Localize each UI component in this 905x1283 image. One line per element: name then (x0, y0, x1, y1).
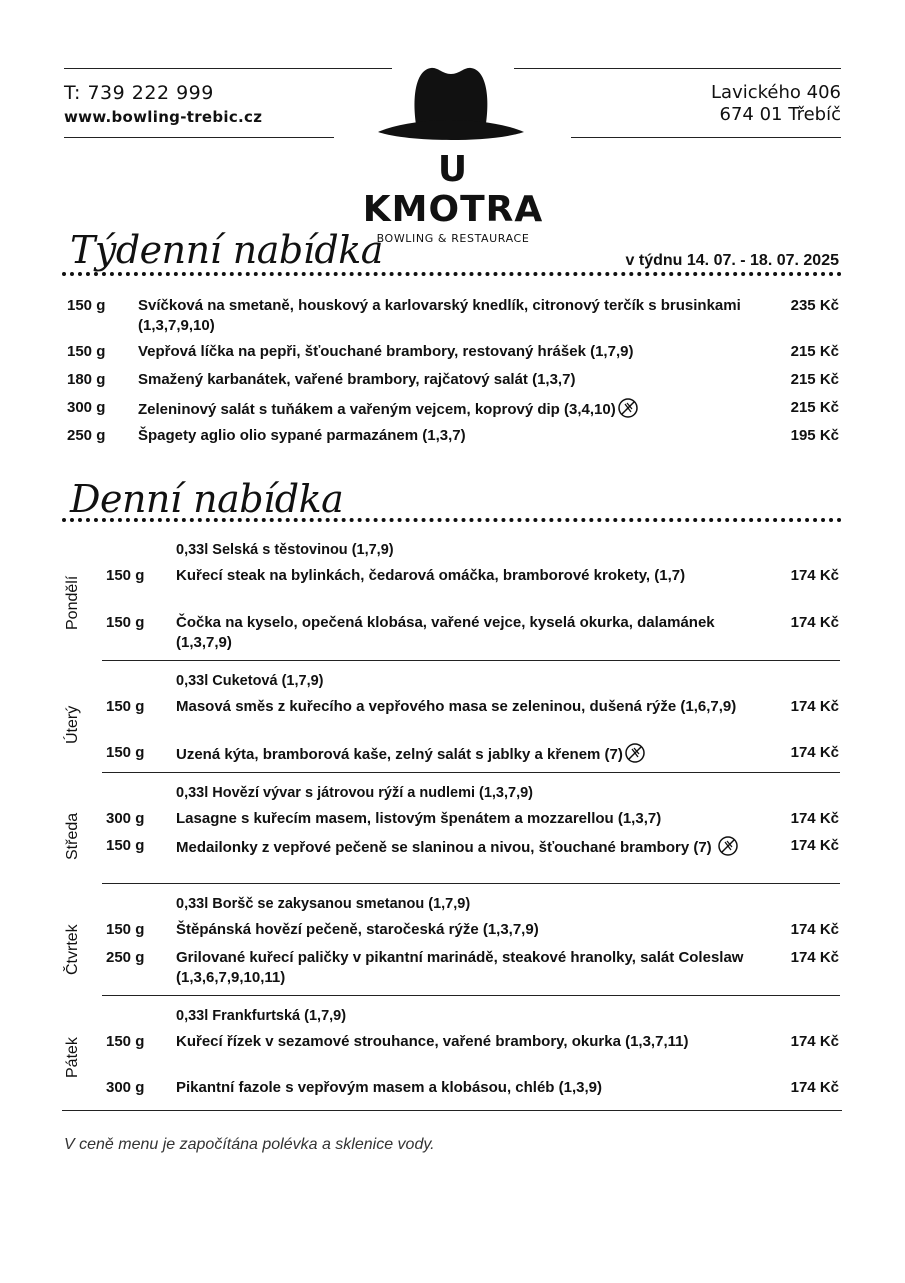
daily-dish: Štěpánská hovězí pečeně, staročeská rýže (1,3,7,9) (176, 921, 539, 938)
day-label: Pátek (64, 1037, 81, 1078)
daily-weight: 150 g (106, 1033, 145, 1050)
daily-dish: Masová směs z kuřecího a vepřového masa se zeleninou, dušená rýže (1,6,7,9) (176, 698, 737, 715)
daily-price: 174 Kč (790, 1033, 839, 1050)
daily-dish: Lasagne s kuřecím masem, listovým špenátem a mozzarellou (1,3,7) (176, 810, 662, 827)
weekly-weight: 180 g (67, 371, 106, 388)
weekly-weight: 150 g (67, 343, 106, 360)
brand-name: U KMOTRA (362, 149, 544, 230)
weekly-weight: 250 g (67, 427, 106, 444)
day-label: Čtvrtek (64, 924, 81, 975)
weekly-price: 215 Kč (790, 371, 839, 388)
daily-weight: 150 g (106, 837, 145, 854)
daily-price: 174 Kč (790, 567, 839, 584)
weekly-weight: 150 g (67, 297, 106, 314)
soup: 0,33l Cuketová (1,7,9) (176, 673, 324, 689)
phone: T: 739 222 999 (64, 82, 214, 104)
weekly-dish (138, 398, 753, 420)
daily-price: 174 Kč (790, 810, 839, 827)
weekly-title: Týdenní nabídka (70, 228, 383, 272)
daily-price: 174 Kč (790, 837, 839, 854)
soup: 0,33l Frankfurtská (1,7,9) (176, 1008, 347, 1024)
address-line1: Lavického 406 (711, 82, 841, 103)
daily-weight: 150 g (106, 698, 145, 715)
soup: 0,33l Hovězí vývar s játrovou rýží a nudlemi (1,3,7,9) (176, 785, 534, 801)
daily-dish (176, 836, 766, 858)
weekly-price: 235 Kč (790, 297, 839, 314)
weekly-dish: Smažený karbanátek, vařené brambory, rajčatový salát (1,3,7) (138, 371, 576, 388)
daily-weight: 300 g (106, 810, 145, 827)
day-label: Pondělí (64, 575, 81, 630)
daily-price: 174 Kč (790, 698, 839, 715)
daily-weight: 250 g (106, 949, 145, 966)
daily-dish-text: Medailonky z vepřové pečeně se slaninou a nivou, šťouchané brambory (7) (176, 839, 712, 856)
weekly-dish: Svíčková na smetaně, houskový a karlovarský knedlík, citronový terčík s brusinkami (1,3,7,9,10) (138, 297, 741, 334)
contact-block (64, 82, 262, 126)
daily-price: 174 Kč (790, 949, 839, 966)
daily-dish: Čočka na kyselo, opečená klobása, vařené vejce, kyselá okurka, dalamánek (1,3,7,9) (176, 614, 715, 651)
no-gluten-icon (625, 743, 645, 763)
daily-weight: 150 g (106, 744, 145, 761)
weekly-weight: 300 g (67, 399, 106, 416)
weekly-dish: Špagety aglio olio sypané parmazánem (1,3,7) (138, 427, 466, 444)
weekly-price: 215 Kč (790, 399, 839, 416)
weekly-dish: Vepřová líčka na pepři, šťouchané brambory, restovaný hrášek (1,7,9) (138, 343, 634, 360)
daily-dish: Grilované kuřecí paličky v pikantní marinádě, steakové hranolky, salát Coleslaw (1,3,6,7,9,10,11) (176, 949, 744, 986)
weekly-dish-text: Zeleninový salát s tuňákem a vařeným vejcem, koprový dip (3,4,10) (138, 401, 616, 418)
weekly-price: 195 Kč (790, 427, 839, 444)
day-label: Úterý (64, 705, 81, 744)
soup: 0,33l Selská s těstovinou (1,7,9) (176, 542, 394, 558)
address-block (711, 82, 841, 126)
daily-price: 174 Kč (790, 614, 839, 631)
daily-weight: 150 g (106, 921, 145, 938)
hat-logo-icon (376, 66, 526, 148)
daily-dish: Kuřecí steak na bylinkách, čedarová omáčka, bramborové krokety, (1,7) (176, 567, 686, 584)
daily-title: Denní nabídka (70, 477, 344, 521)
day-label: Středa (64, 812, 81, 860)
daily-dish: Pikantní fazole s vepřovým masem a klobásou, chléb (1,3,9) (176, 1079, 602, 1096)
brand-subtitle: BOWLING & RESTAURACE (376, 232, 530, 245)
daily-dish (176, 743, 766, 765)
daily-weight: 300 g (106, 1079, 145, 1096)
daily-weight: 150 g (106, 614, 145, 631)
address-line2: 674 01 Třebíč (719, 104, 841, 125)
daily-price: 174 Kč (790, 744, 839, 761)
daily-price: 174 Kč (790, 1079, 839, 1096)
daily-price: 174 Kč (790, 921, 839, 938)
week-range: v týdnu 14. 07. - 18. 07. 2025 (625, 252, 839, 269)
daily-dish-text: Uzená kýta, bramborová kaše, zelný salát s jablky a křenem (7) (176, 746, 623, 763)
no-gluten-icon (618, 398, 638, 418)
daily-weight: 150 g (106, 567, 145, 584)
daily-dish: Kuřecí řízek v sezamové strouhance, vařené brambory, okurka (1,3,7,11) (176, 1033, 689, 1050)
website: www.bowling-trebic.cz (64, 108, 263, 126)
no-gluten-icon (718, 836, 738, 856)
weekly-price: 215 Kč (790, 343, 839, 360)
soup: 0,33l Boršč se zakysanou smetanou (1,7,9) (176, 896, 471, 912)
footer-note: V ceně menu je započítána polévka a sklenice vody. (64, 1136, 435, 1153)
